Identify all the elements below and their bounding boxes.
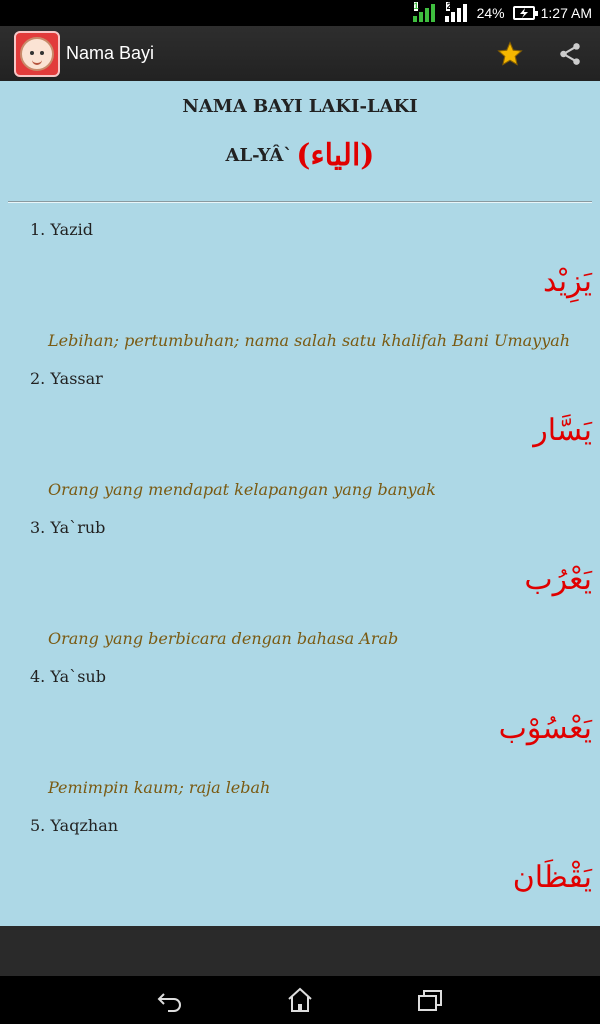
entry-name: 3. Ya`rub [30, 518, 106, 537]
share-icon [557, 41, 583, 67]
back-button[interactable] [140, 976, 200, 1024]
entry-meaning: Orang yang mendapat kelapangan yang banyak [48, 480, 436, 499]
signal-icon-2 [445, 1, 467, 22]
signal-icon [413, 1, 435, 22]
clock: 1:27 AM [540, 5, 592, 21]
name-entry [0, 202, 600, 351]
entry-name: 1. Yazid [30, 220, 93, 239]
sim2-badge: 2 [446, 1, 452, 11]
home-button[interactable] [270, 976, 330, 1024]
app-logo[interactable] [14, 31, 60, 77]
letter-latin: AL-YÂ` [225, 144, 293, 166]
entry-name: 5. Yaqzhan [30, 816, 119, 835]
entry-name: 4. Ya`sub [30, 667, 106, 686]
bottom-bar [0, 926, 600, 976]
back-icon [156, 988, 184, 1012]
entry-meaning: Lebihan; pertumbuhan; nama salah satu khalifah Bani Umayyah [48, 331, 571, 350]
recents-icon [416, 988, 444, 1012]
page-title: NAMA BAYI LAKI-LAKI [182, 96, 418, 117]
battery-icon [513, 6, 535, 20]
entry-meaning: Pemimpin kaum; raja lebah [48, 778, 271, 797]
name-entry [0, 351, 600, 500]
action-bar [0, 26, 600, 81]
recents-button[interactable] [400, 976, 460, 1024]
share-button[interactable] [540, 26, 600, 81]
favorite-button[interactable] [480, 26, 540, 81]
letter-arabic: (الياء) [296, 137, 375, 173]
entry-name: 2. Yassar [30, 369, 103, 388]
entry-arabic: يَسَّار [533, 413, 592, 448]
entry-meaning: Orang yang berbicara dengan bahasa Arab [48, 629, 399, 648]
letter-heading [0, 135, 600, 175]
baby-face-icon [20, 37, 54, 71]
entry-arabic: يَعْرُب [524, 562, 592, 597]
entry-arabic: يَزِيْد [543, 264, 592, 299]
name-entry [0, 798, 600, 926]
star-icon [497, 41, 523, 67]
battery-percent: 24% [476, 5, 505, 21]
entry-arabic: يَقْظَان [512, 860, 592, 895]
app-title: Nama Bayi [66, 43, 155, 63]
navigation-bar [0, 976, 600, 1024]
entry-arabic: يَعْسُوْب [498, 711, 592, 746]
status-bar [0, 0, 600, 26]
content-area[interactable] [0, 81, 600, 926]
home-icon [286, 987, 314, 1013]
sim1-badge: 1 [413, 1, 419, 11]
name-entry [0, 500, 600, 649]
name-entry [0, 649, 600, 798]
